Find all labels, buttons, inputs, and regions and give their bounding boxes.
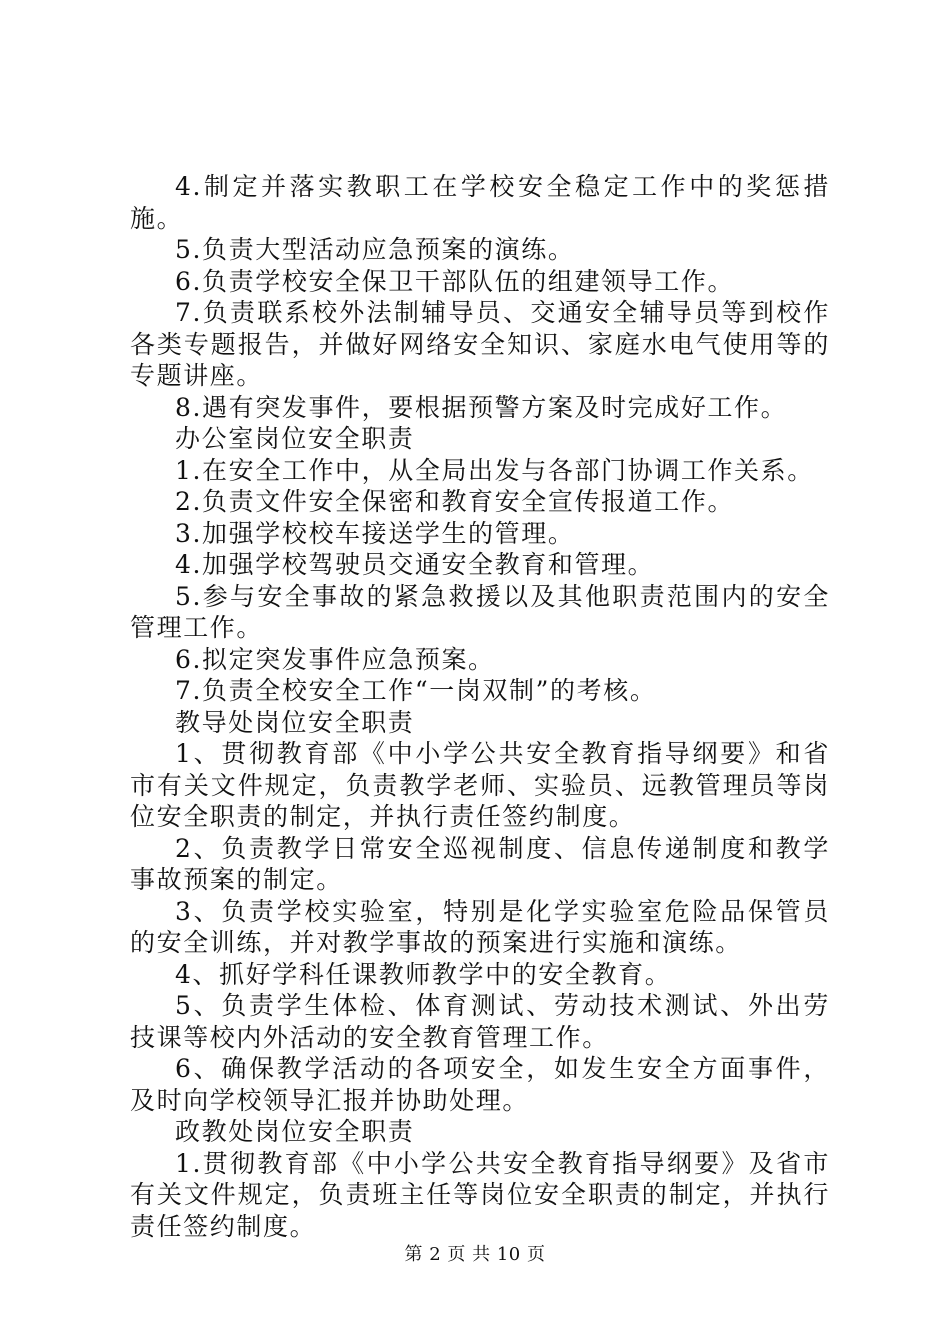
paragraph: 3.加强学校校车接送学生的管理。 <box>175 518 575 548</box>
paragraph: 4.制定并落实教职工在学校安全稳定工作中的奖惩措施。 <box>130 172 830 233</box>
paragraph: 4、抓好学科任课教师教学中的安全教育。 <box>175 959 672 989</box>
paragraph: 5、负责学生体检、体育测试、劳动技术测试、外出劳技课等校内外活动的安全教育管理工作。 <box>130 991 830 1052</box>
paragraph: 2.负责文件安全保密和教育安全宣传报道工作。 <box>175 487 735 516</box>
paragraph: 1.在安全工作中，从全局出发与各部门协调工作关系。 <box>175 455 814 485</box>
paragraph: 1.贯彻教育部《中小学公共安全教育指导纲要》及省市有关文件规定，负责班主任等岗位安全职责的制定，并执行责任签约制度。 <box>130 1148 830 1241</box>
paragraph: 6.负责学校安全保卫干部队伍的组建领导工作。 <box>175 266 735 296</box>
section-heading-political-education: 政教处岗位安全职责 <box>175 1117 415 1146</box>
paragraph: 5.负责大型活动应急预案的演练。 <box>175 235 575 264</box>
paragraph: 8.遇有突发事件，要根据预警方案及时完成好工作。 <box>175 392 788 422</box>
paragraph: 6.拟定突发事件应急预案。 <box>175 644 495 674</box>
paragraph: 7.负责全校安全工作“一岗双制”的考核。 <box>175 676 657 705</box>
section-heading-academic-affairs: 教导处岗位安全职责 <box>175 707 415 737</box>
paragraph: 3、负责学校实验室，特别是化学实验室危险品保管员的安全训练，并对教学事故的预案进行实施和演练。 <box>130 896 830 957</box>
paragraph: 1、贯彻教育部《中小学公共安全教育指导纲要》和省市有关文件规定，负责教学老师、实验员、远教管理员等岗位安全职责的制定，并执行责任签约制度。 <box>130 739 830 831</box>
paragraph: 4.加强学校驾驶员交通安全教育和管理。 <box>175 550 655 579</box>
section-heading-office: 办公室岗位安全职责 <box>175 424 415 453</box>
document-body <box>130 171 830 1242</box>
paragraph: 2、负责教学日常安全巡视制度、信息传递制度和教学事故预案的制定。 <box>130 833 830 894</box>
paragraph: 5.参与安全事故的紧急救援以及其他职责范围内的安全管理工作。 <box>130 581 830 642</box>
page-footer: 第 2 页 共 10 页 <box>404 1244 546 1265</box>
paragraph: 7.负责联系校外法制辅导员、交通安全辅导员等到校作各类专题报告，并做好网络安全知识、家庭水电气使用等的专题讲座。 <box>130 298 830 390</box>
paragraph: 6、确保教学活动的各项安全，如发生安全方面事件，及时向学校领导汇报并协助处理。 <box>130 1054 830 1115</box>
